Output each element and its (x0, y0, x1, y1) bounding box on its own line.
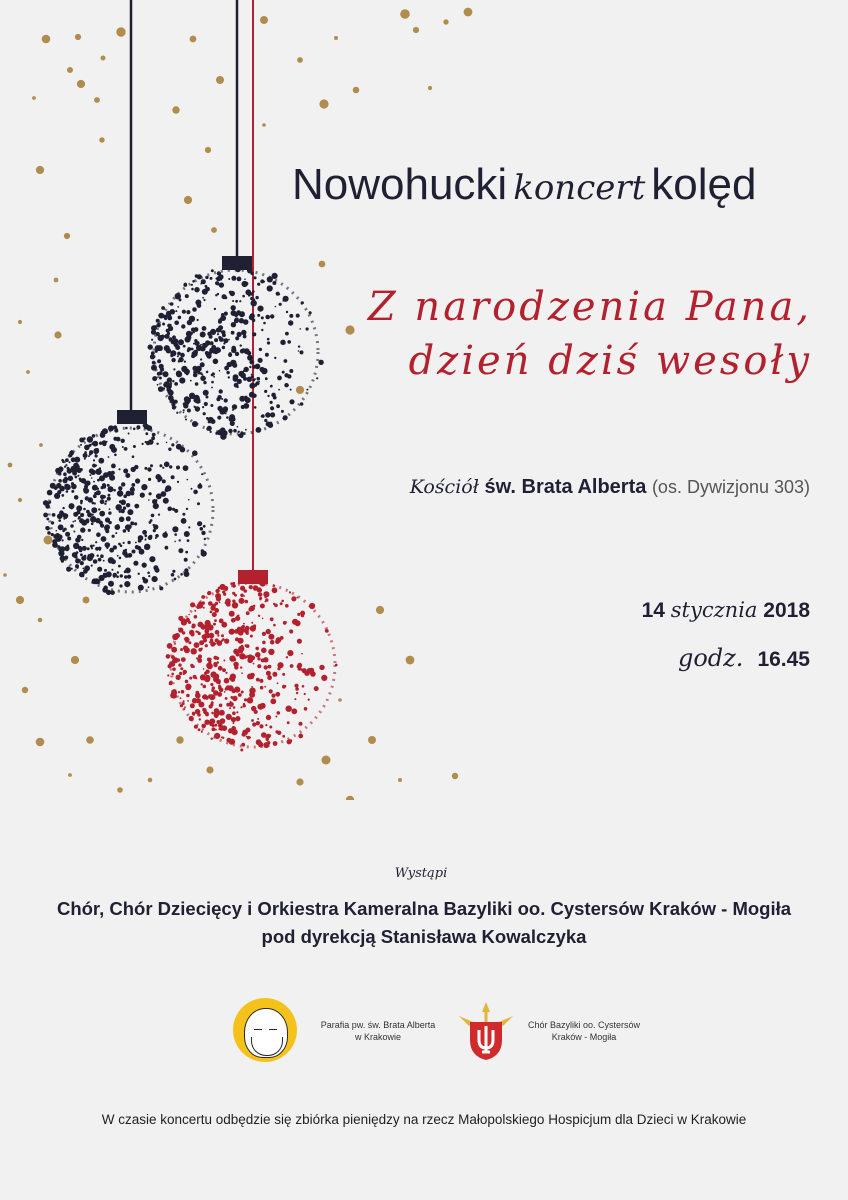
gold-dot (211, 227, 217, 233)
gold-dot (353, 87, 360, 94)
parish-logo-text: Parafia pw. św. Brata Alberta w Krakowie (320, 1020, 436, 1042)
gold-dot (428, 86, 432, 90)
gold-dot (26, 370, 30, 374)
gold-dot (400, 9, 410, 19)
gold-dot (296, 778, 303, 785)
gold-dot (36, 166, 44, 174)
poster-title (292, 160, 756, 210)
time-label: godz. (677, 644, 744, 672)
gold-dot (3, 573, 7, 577)
ornament-cap (117, 410, 147, 424)
footer-note: W czasie koncertu odbędzie się zbiórka pieniędzy na rzecz Małopolskiego Hospicjum dla Dzieci w Krakowie (101, 1112, 747, 1127)
title-word: Nowohucki (292, 160, 508, 209)
gold-dot (67, 67, 73, 73)
date-month: stycznia (670, 598, 758, 622)
navy-ornament-lower (43, 424, 213, 595)
gold-dot (117, 787, 123, 793)
gold-dot (77, 80, 85, 88)
event-date (642, 598, 810, 623)
gold-dot (86, 736, 94, 744)
gold-dot (296, 386, 304, 394)
gold-dot (22, 687, 28, 693)
gold-dot (83, 597, 90, 604)
gold-dot (452, 773, 458, 779)
gold-dot (36, 738, 45, 747)
gold-dot (184, 196, 192, 204)
venue (410, 476, 810, 499)
navy-ornament-upper (148, 265, 324, 440)
gold-dot (94, 97, 100, 103)
gold-dot (376, 606, 384, 614)
title-word: kolęd (651, 160, 757, 209)
gold-dot (71, 656, 79, 664)
gold-dot (148, 778, 153, 783)
verse-line: dzień dziś wesoły (408, 338, 812, 384)
gold-dot (39, 443, 43, 447)
gold-dot (297, 57, 303, 63)
gold-dot (68, 773, 72, 777)
gold-dot (346, 796, 354, 800)
gold-dot (190, 36, 197, 43)
gold-dot (205, 147, 211, 153)
performers-line: Chór, Chór Dziecięcy i Orkiestra Kameralna Bazyliki oo. Cystersów Kraków - Mogiła (56, 898, 792, 919)
gold-dot (64, 233, 70, 239)
gold-dot (345, 325, 354, 334)
title-script-word: koncert (513, 168, 646, 208)
gold-dot (398, 778, 402, 782)
gold-dot (54, 331, 61, 338)
gold-dot (32, 96, 36, 100)
gold-dot (101, 56, 106, 61)
gold-dot (99, 137, 104, 142)
gold-dot (44, 536, 53, 545)
gold-dot (262, 123, 266, 127)
gold-dot (206, 766, 213, 773)
gold-dot (116, 27, 125, 36)
gold-dot (42, 35, 51, 44)
gold-dot (54, 278, 59, 283)
choir-logo-text: Chór Bazyliki oo. Cystersów Kraków - Mogiła (527, 1020, 641, 1042)
date-day: 14 (641, 599, 665, 622)
gold-dot (406, 656, 415, 665)
gold-dot (18, 320, 22, 324)
conductor-line: pod dyrekcją Stanisława Kowalczyka (261, 926, 587, 947)
gold-dot (176, 736, 183, 743)
date-year: 2018 (763, 599, 810, 622)
event-time (678, 644, 810, 672)
gold-dot (75, 34, 81, 40)
coat-of-arms-icon (455, 998, 517, 1062)
gold-dot (16, 596, 24, 604)
red-ornament (166, 580, 338, 751)
venue-address: (os. Dywizjonu 303) (651, 477, 810, 497)
performers-intro: Wystąpi (394, 866, 448, 881)
gold-dot (260, 16, 268, 24)
venue-name: Brata Alberta (521, 476, 647, 498)
venue-church: Kościół (409, 476, 479, 498)
gold-dot (443, 19, 448, 24)
gold-dot (368, 736, 376, 744)
gold-dot (8, 463, 13, 468)
verse-line: Z narodzenia Pana, (367, 284, 812, 330)
gold-dot (18, 498, 22, 502)
gold-dot (216, 76, 224, 84)
gold-dot (319, 261, 326, 268)
gold-dot (464, 8, 473, 17)
gold-dot (338, 698, 342, 702)
carol-verse (368, 280, 812, 388)
saint-portrait-icon (233, 998, 297, 1062)
gold-dot (322, 756, 331, 765)
venue-prefix: św. (484, 476, 516, 498)
gold-dot (319, 99, 328, 108)
time-value: 16.45 (757, 648, 810, 671)
gold-dot (413, 27, 419, 33)
gold-dot (38, 618, 43, 623)
gold-dot (334, 36, 338, 40)
gold-dot (172, 106, 179, 113)
